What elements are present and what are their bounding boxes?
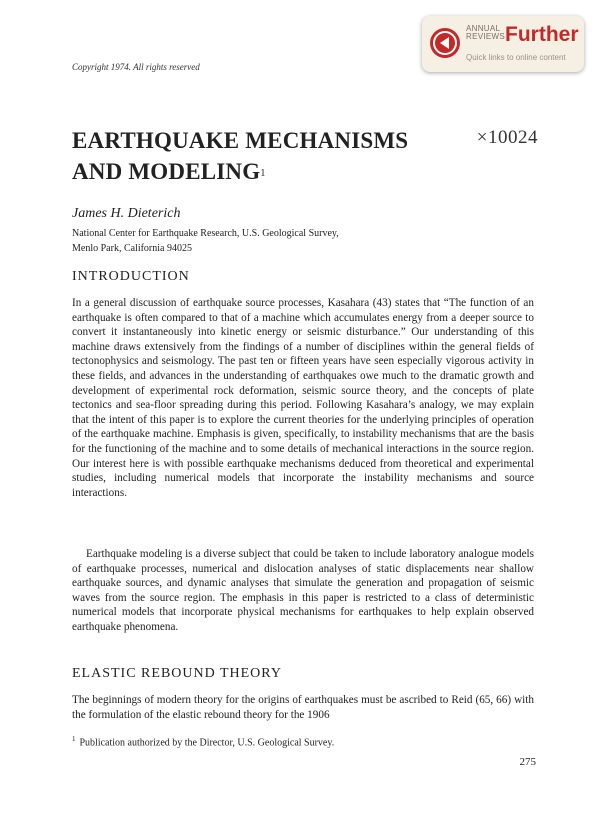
banner-quick-links: Quick links to online content	[466, 53, 566, 62]
catalog-number: ×10024	[476, 127, 538, 148]
author-name: James H. Dieterich	[72, 206, 181, 221]
banner-annual-reviews: ANNUAL REVIEWS	[466, 24, 505, 41]
further-banner[interactable]	[422, 16, 584, 72]
section-heading-elastic-rebound: ELASTIC REBOUND THEORY	[72, 666, 282, 681]
footnote-text: Publication authorized by the Director, U.S. Geological Survey.	[79, 737, 335, 749]
article-title	[72, 125, 408, 187]
footnote-mark: 1	[72, 735, 76, 743]
page-number: 275	[519, 756, 536, 768]
affiliation-line-1: National Center for Earthquake Research, U.S. Geological Survey,	[72, 228, 339, 239]
section-heading-introduction: INTRODUCTION	[72, 269, 190, 284]
intro-paragraph-1: In a general discussion of earthquake source processes, Kasahara (43) states that “The function of an earthquake is often compared to that of a machine which accumulates energy from a deeper source to convert it instantaneously into kinetic energy or seismic disturbance.” Our understanding of this machine draws extensively from the findings of a number of disciplines within the general fields of tectonophysics and seismology. The past ten or fifteen years have seen especially vigorous activity in these fields, and advances in the understanding of earthquakes owe much to the dramatic growth and development of experimental rock deformation, seismic source theory, and the concepts of plate tectonics and sea-floor spreading during this period. Following Kasahara’s analogy, we may explain that the intent of this paper is to explore the current theories for the underlying principles of operation of the earthquake machine. Emphasis is given, specifically, to instability mechanisms that are the basis for the functioning of the machine and to some details of mechanical interactions in the source region. Our interest here is with possible earthquake mechanisms deduced from theoretical and experimental studies, including numerical models that incorporate the instability mechanisms and source interactions.	[72, 297, 534, 499]
play-arrow-icon	[430, 28, 460, 58]
footnote	[72, 735, 334, 748]
affiliation-line-2: Menlo Park, California 94025	[72, 243, 192, 254]
copyright-notice: Copyright 1974. All rights reserved	[72, 62, 200, 72]
author-affiliation	[72, 226, 339, 256]
banner-further: Further	[505, 23, 579, 46]
title-footnote-mark: 1	[260, 168, 266, 179]
elastic-paragraph-1: The beginnings of modern theory for the origins of earthquakes must be ascribed to Reid (65, 66) with the formulation of the elastic rebound theory for the 1906	[72, 694, 534, 721]
title-line-1: EARTHQUAKE MECHANISMS	[72, 128, 409, 153]
title-line-2-text: AND MODELING	[72, 159, 261, 184]
title-line-2	[72, 156, 408, 187]
intro-paragraph-2: Earthquake modeling is a diverse subject that could be taken to include laboratory analogue models of earthquake processes, numerical and dislocation analyses of static displacements near shallow earthquake sources, and dynamic analyses that simulate the generation and propagation of seismic waves from the source region. The emphasis in this paper is restricted to a class of deterministic numerical models that incorporate physical mechanisms for earthquakes to help explain observed earthquake phenomena.	[72, 548, 534, 633]
